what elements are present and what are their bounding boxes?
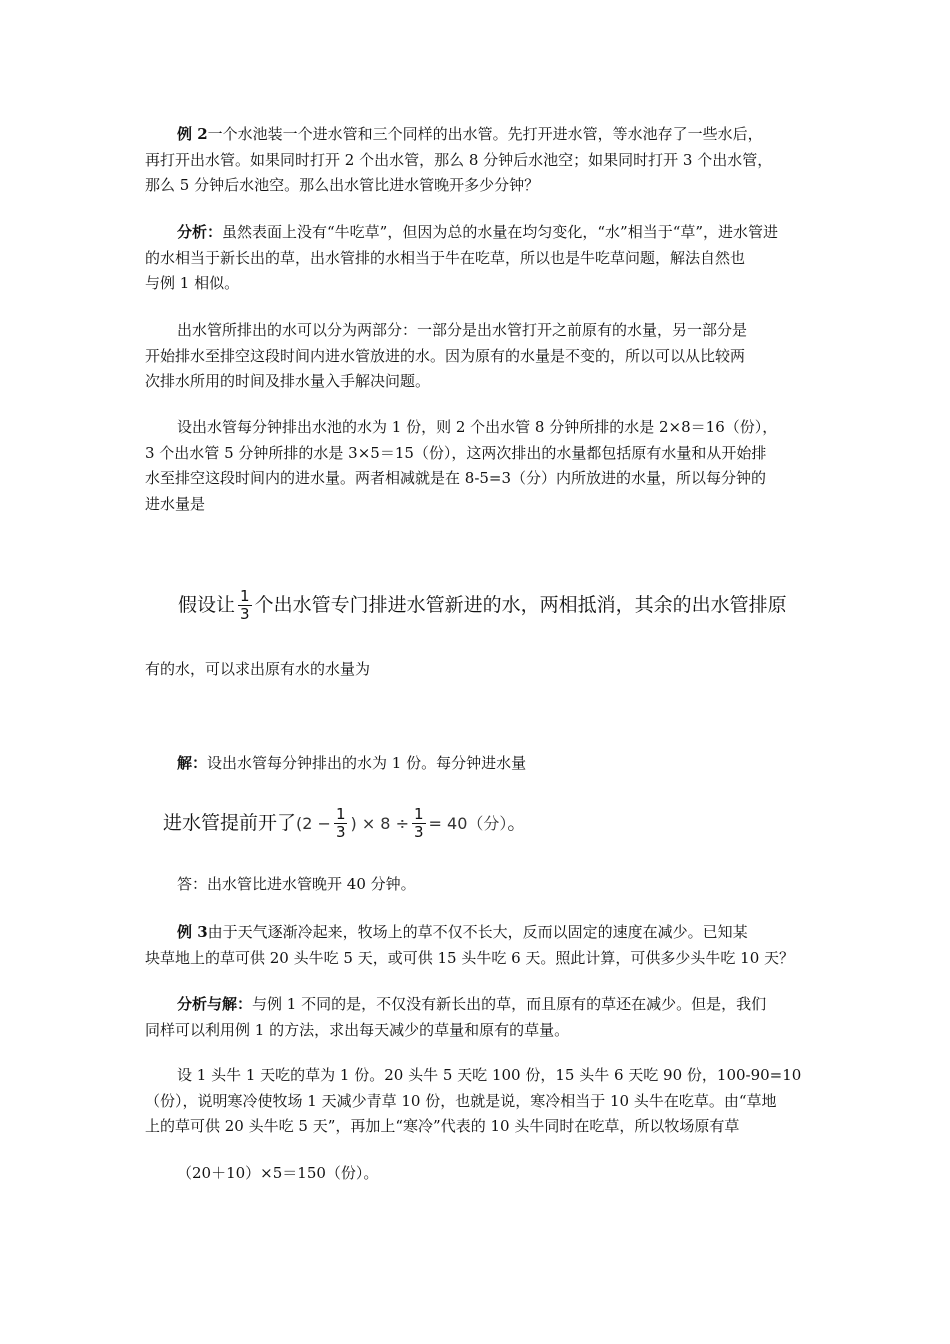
cow-grass-paragraph: 设 1 头牛 1 天吃的草为 1 份。20 头牛 5 天吃 100 份，15 头牛 6 天吃 90 份，100-90=10 （份），说明寒冷使牧场 1 天减少青草 10 份，也就是说，寒冷相当于 10 头牛在吃草。由“草地 上的草可供 20 头牛吃 5 天”，再加上“寒冷”代表的 10 头牛同时在吃草，所以牧场原有草 bbox=[145, 1066, 802, 1135]
analysis-3-label: 分析与解： bbox=[177, 995, 253, 1013]
analysis-paragraph: 分析：虽然表面上没有“牛吃草”，但因为总的水量在均匀变化，“水”相当于“草”，进水管进 的水相当于新长出的草，出水管排的水相当于牛在吃草，所以也是牛吃草问题，解法自然也 与例 1 相似。 bbox=[145, 223, 779, 292]
example-3-paragraph: 例 3由于天气逐渐冷起来，牧场上的草不仅不长大，反而以固定的速度在减少。已知某 块草地上的草可供 20 头牛吃 5 天，或可供 15 头牛吃 6 天。照此计算，可供多少头牛吃 10 天？ bbox=[145, 923, 795, 967]
example-2-paragraph: 例 2一个水池装一个进水管和三个同样的出水管。先打开进水管，等水池存了一些水后， 再打开出水管。如果同时打开 2 个出水管，那么 8 分钟后水池空；如果同时打开 3 个出水管， 那么 5 分钟后水池空。那么出水管比进水管晚开多少分钟？ bbox=[145, 125, 773, 194]
fraction-one-third-a: $\frac{1}{3}$ bbox=[335, 805, 346, 841]
formula-image-2: 进水管提前开了(2 − $\frac{1}{3}$ ) × 8 ÷ $\frac{1}{3}$ = 40（分）。 bbox=[163, 805, 527, 841]
analysis-3-paragraph: 分析与解：与例 1 不同的是，不仅没有新长出的草，而且原有的草还在减少。但是，我们 同样可以利用例 1 的方法，求出每天减少的草量和原有的草量。 bbox=[145, 995, 767, 1039]
analysis-label: 分析： bbox=[177, 223, 223, 241]
final-calculation: （20＋10）×5＝150（份）。 bbox=[177, 1164, 379, 1182]
setup-paragraph: 设出水管每分钟排出水池的水为 1 份，则 2 个出水管 8 分钟所排的水是 2×8＝16（份）， 3 个出水管 5 分钟所排的水是 3×5＝15（份），这两次排出的水量都包括原有水量和从开始排 水至排空这段时间内的进水量。两者相减就是在 8-5=3（分）内所放进的水量，所以每分钟的 进水量是 bbox=[145, 418, 778, 513]
solution-label: 解： bbox=[177, 754, 208, 772]
fraction-one-third-b: $\frac{1}{3}$ bbox=[413, 805, 424, 841]
example-3-label: 例 3 bbox=[177, 923, 208, 941]
answer-paragraph: 答：出水管比进水管晚开 40 分钟。 bbox=[177, 875, 416, 893]
original-water-paragraph: 有的水，可以求出原有水的水量为 bbox=[145, 660, 371, 678]
solution-paragraph: 解：设出水管每分钟排出的水为 1 份。每分钟进水量 bbox=[177, 754, 527, 772]
formula-image-1: 假设让 $\frac{1}{3}$ 个出水管专门排进水管新进的水，两相抵消，其余的出水管排原 bbox=[178, 587, 787, 623]
fraction-one-third: $\frac{1}{3}$ bbox=[240, 587, 250, 623]
outflow-paragraph: 出水管所排出的水可以分为两部分：一部分是出水管打开之前原有的水量，另一部分是 开始排水至排空这段时间内进水管放进的水。因为原有的水量是不变的，所以可以从比较两 次排水所用的时间及排水量入手解决问题。 bbox=[145, 321, 748, 390]
example-2-label: 例 2 bbox=[177, 125, 208, 143]
